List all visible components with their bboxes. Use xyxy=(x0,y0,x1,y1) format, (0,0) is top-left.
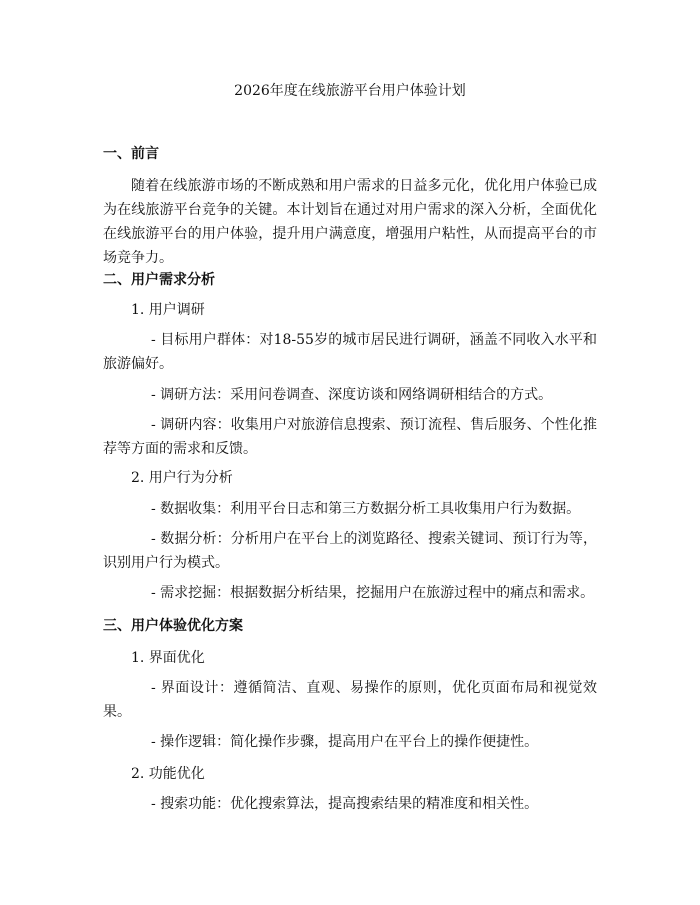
subsection-title-interface-optimization: 1. 界面优化 xyxy=(131,650,205,666)
section-heading-user-needs: 二、用户需求分析 xyxy=(103,272,215,288)
bullet-search-function: - 搜索功能：优化搜索算法，提高搜索结果的精准度和相关性。 xyxy=(151,796,539,812)
section-heading-ux-plan: 三、用户体验优化方案 xyxy=(103,618,243,634)
bullet-data-analysis: - 数据分析：分析用户在平台上的浏览路径、搜索关键词、预订行为等，识别用户行为模式。 xyxy=(103,531,597,571)
bullet-target-users: - 目标用户群体：对18-55岁的城市居民进行调研，涵盖不同收入水平和旅游偏好。 xyxy=(103,332,597,372)
bullet-needs-mining: - 需求挖掘：根据数据分析结果，挖掘用户在旅游过程中的痛点和需求。 xyxy=(151,585,595,601)
preface-paragraph: 随着在线旅游市场的不断成熟和用户需求的日益多元化，优化用户体验已成为在线旅游平台竞争的关键。本计划旨在通过对用户需求的深入分析，全面优化在线旅游平台的用户体验，提升用户满意度，增强用户粘性，从而提高平台的市场竞争力。 xyxy=(103,178,597,266)
bullet-research-content: - 调研内容：收集用户对旅游信息搜索、预订流程、售后服务、个性化推荐等方面的需求和反馈。 xyxy=(103,417,597,457)
subsection-title-function-optimization: 2. 功能优化 xyxy=(131,766,205,782)
bullet-operation-logic: - 操作逻辑：简化操作步骤，提高用户在平台上的操作便捷性。 xyxy=(151,734,539,750)
section-heading-preface: 一、前言 xyxy=(103,146,159,162)
subsection-title-user-research: 1. 用户调研 xyxy=(131,302,205,318)
subsection-title-behavior-analysis: 2. 用户行为分析 xyxy=(131,470,233,486)
bullet-research-method: - 调研方法：采用问卷调查、深度访谈和网络调研相结合的方式。 xyxy=(151,387,553,403)
document-title: 2026年度在线旅游平台用户体验计划 xyxy=(234,83,466,99)
bullet-interface-design: - 界面设计：遵循简洁、直观、易操作的原则，优化页面布局和视觉效果。 xyxy=(103,680,597,720)
bullet-data-collection: - 数据收集：利用平台日志和第三方数据分析工具收集用户行为数据。 xyxy=(151,501,581,517)
